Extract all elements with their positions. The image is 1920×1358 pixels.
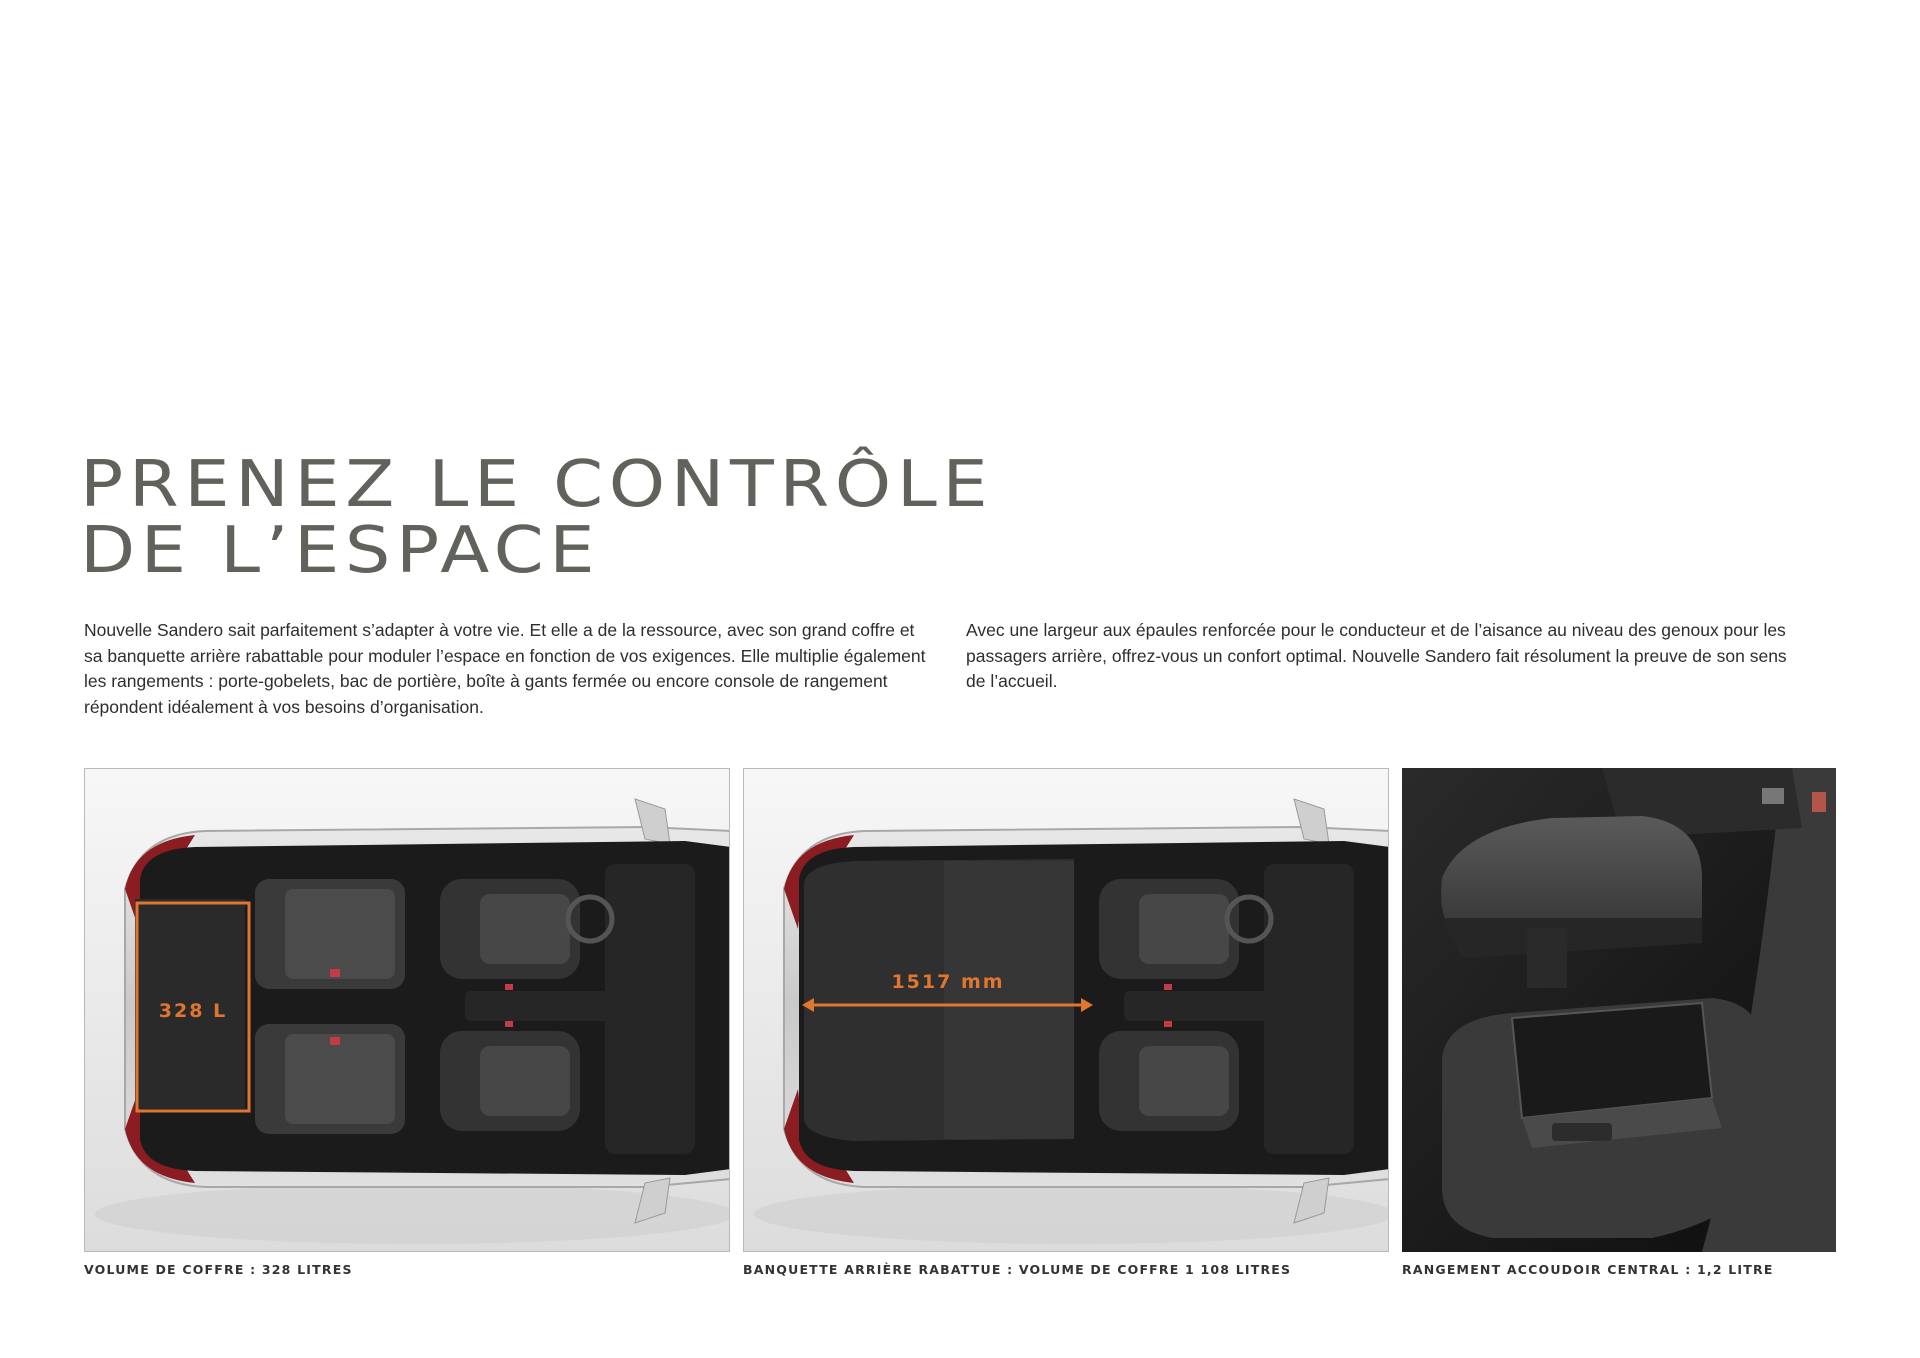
intro-paragraph-right: Avec une largeur aux épaules renforcée pour le conducteur et de l’aisance au niveau des genoux pour les passagers arrière, offrez-vous un confort optimal. Nouvelle Sandero fait résolument la preuve de son sens de l’accueil. xyxy=(966,620,1787,691)
trunk-volume-caption: VOLUME DE COFFRE : 328 LITRES xyxy=(84,1262,353,1277)
car-top-view-folded-illustration xyxy=(744,769,1389,1252)
armrest-storage-caption: RANGEMENT ACCOUDOIR CENTRAL : 1,2 LITRE xyxy=(1402,1262,1774,1277)
width-dimension-label: 1517 mm xyxy=(891,971,1005,993)
trunk-volume-label: 328 L xyxy=(158,1000,228,1022)
folded-bench-photo xyxy=(743,768,1389,1252)
page-title-line-2: DE L’ESPACE xyxy=(80,514,601,588)
armrest-storage-photo xyxy=(1402,768,1836,1252)
folded-bench-caption: BANQUETTE ARRIÈRE RABATTUE : VOLUME DE COFFRE 1 108 LITRES xyxy=(743,1262,1292,1277)
page-title-line-1: PRENEZ LE CONTRÔLE xyxy=(80,448,994,522)
car-top-view-illustration xyxy=(85,769,730,1252)
intro-paragraph-left: Nouvelle Sandero sait parfaitement s’adapter à votre vie. Et elle a de la ressource, avec son grand coffre et sa banquette arrière rabattable pour moduler l’espace en fonction de vos exigences. Elle multiplie également les rangements : porte-gobelets, bac de portière, boîte à gants fermée ou encore console de rangement répondent idéalement à vos besoins d’organisation. xyxy=(84,620,926,717)
page-title xyxy=(80,448,994,588)
trunk-volume-photo xyxy=(84,768,730,1252)
armrest-illustration xyxy=(1402,768,1836,1252)
